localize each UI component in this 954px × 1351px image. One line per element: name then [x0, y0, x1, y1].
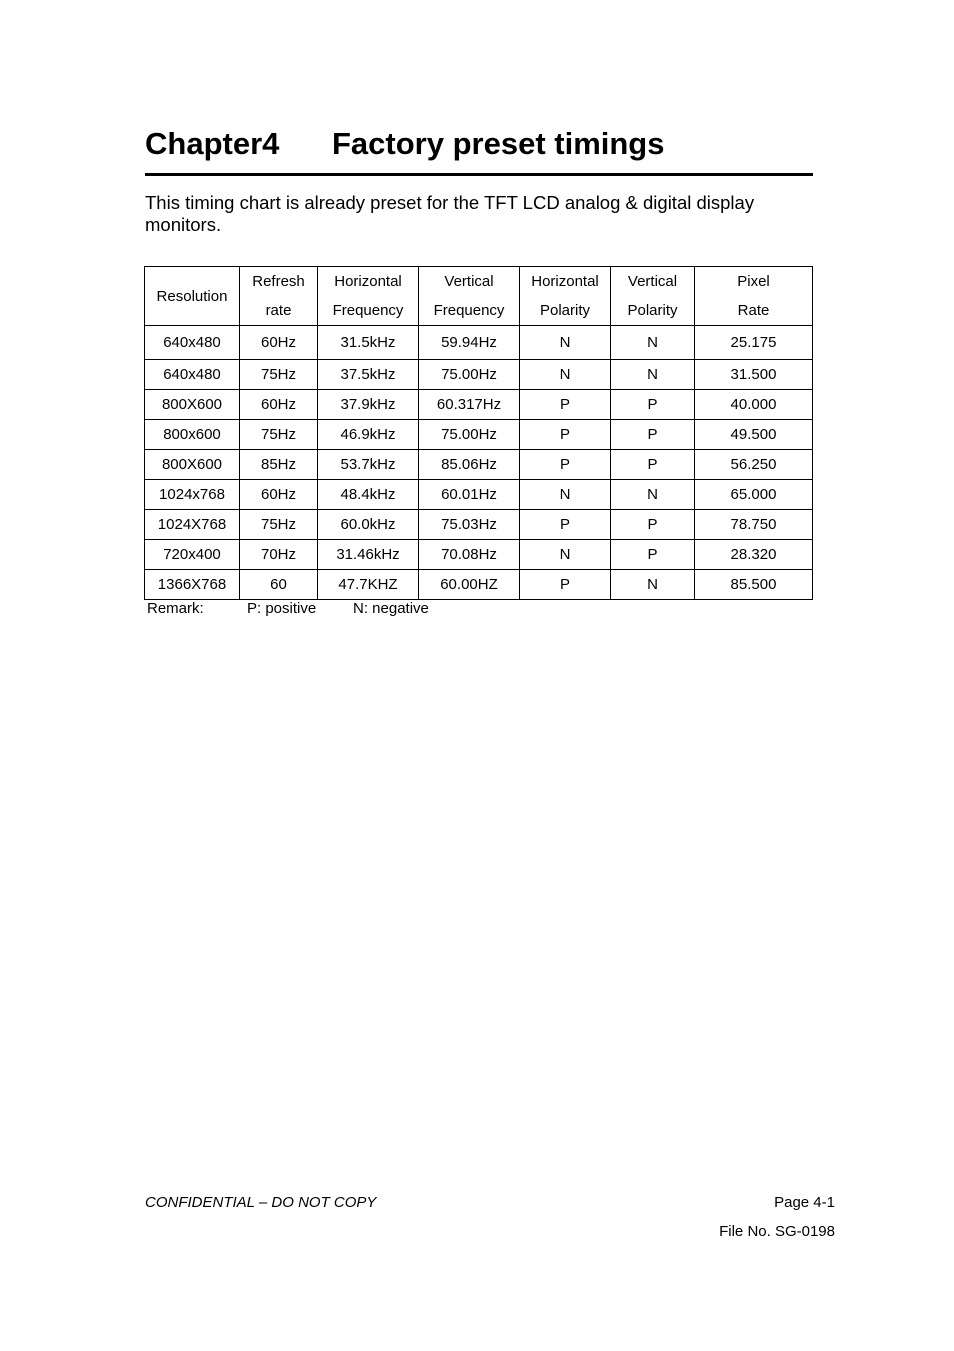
intro-paragraph: This timing chart is already preset for the TFT LCD analog & digital display monitors. [145, 192, 755, 235]
table-row [145, 480, 813, 510]
chapter-title: Factory preset timings [332, 126, 665, 161]
cell-vertical-frequency: 75.03Hz [419, 510, 520, 540]
remark-negative: N: negative [353, 600, 429, 617]
header-horizontal-polarity: Horizontal Polarity [520, 267, 611, 326]
table-row [145, 540, 813, 570]
table-row [145, 450, 813, 480]
cell-vertical-frequency: 60.01Hz [419, 480, 520, 510]
cell-vertical-polarity: N [611, 360, 695, 390]
cell-refresh-rate: 60Hz [240, 390, 318, 420]
cell-vertical-frequency: 75.00Hz [419, 360, 520, 390]
cell-pixel-rate: 65.000 [695, 480, 813, 510]
cell-resolution: 1024X768 [145, 510, 240, 540]
cell-pixel-rate: 85.500 [695, 570, 813, 600]
cell-pixel-rate: 78.750 [695, 510, 813, 540]
cell-horizontal-frequency: 53.7kHz [318, 450, 419, 480]
cell-resolution: 1366X768 [145, 570, 240, 600]
cell-vertical-polarity: N [611, 570, 695, 600]
cell-vertical-polarity: P [611, 540, 695, 570]
cell-horizontal-frequency: 46.9kHz [318, 420, 419, 450]
cell-pixel-rate: 49.500 [695, 420, 813, 450]
table-row [145, 570, 813, 600]
cell-vertical-polarity: P [611, 390, 695, 420]
cell-vertical-polarity: P [611, 420, 695, 450]
cell-refresh-rate: 60 [240, 570, 318, 600]
cell-vertical-frequency: 59.94Hz [419, 326, 520, 360]
cell-horizontal-polarity: P [520, 390, 611, 420]
timing-table [144, 266, 813, 600]
header-refresh-rate: Refresh rate [240, 267, 318, 326]
remark-label: Remark: [147, 600, 204, 617]
header-horizontal-frequency: Horizontal Frequency [318, 267, 419, 326]
cell-horizontal-frequency: 31.46kHz [318, 540, 419, 570]
cell-horizontal-polarity: P [520, 510, 611, 540]
cell-resolution: 800x600 [145, 420, 240, 450]
cell-vertical-frequency: 70.08Hz [419, 540, 520, 570]
footer-page-number: Page 4-1 [774, 1194, 835, 1211]
cell-vertical-polarity: P [611, 510, 695, 540]
cell-resolution: 720x400 [145, 540, 240, 570]
cell-refresh-rate: 70Hz [240, 540, 318, 570]
cell-pixel-rate: 40.000 [695, 390, 813, 420]
cell-horizontal-polarity: P [520, 450, 611, 480]
table-row [145, 326, 813, 360]
cell-resolution: 800X600 [145, 450, 240, 480]
cell-refresh-rate: 60Hz [240, 326, 318, 360]
chapter-number: Chapter4 [145, 126, 280, 161]
cell-refresh-rate: 85Hz [240, 450, 318, 480]
header-resolution: Resolution [145, 267, 240, 326]
remark-positive: P: positive [247, 600, 317, 617]
cell-refresh-rate: 75Hz [240, 360, 318, 390]
cell-vertical-frequency: 60.00HZ [419, 570, 520, 600]
table-row [145, 510, 813, 540]
header-pixel-rate: Pixel Rate [695, 267, 813, 326]
cell-pixel-rate: 28.320 [695, 540, 813, 570]
cell-pixel-rate: 31.500 [695, 360, 813, 390]
cell-vertical-polarity: N [611, 480, 695, 510]
cell-horizontal-frequency: 48.4kHz [318, 480, 419, 510]
cell-horizontal-polarity: N [520, 540, 611, 570]
cell-pixel-rate: 56.250 [695, 450, 813, 480]
cell-refresh-rate: 75Hz [240, 420, 318, 450]
cell-vertical-polarity: P [611, 450, 695, 480]
footer-file-number: File No. SG-0198 [719, 1223, 835, 1240]
table-row [145, 360, 813, 390]
cell-horizontal-frequency: 37.5kHz [318, 360, 419, 390]
footer-confidential: CONFIDENTIAL – DO NOT COPY [145, 1194, 377, 1211]
cell-resolution: 640x480 [145, 326, 240, 360]
cell-horizontal-frequency: 60.0kHz [318, 510, 419, 540]
cell-horizontal-polarity: N [520, 360, 611, 390]
cell-refresh-rate: 60Hz [240, 480, 318, 510]
cell-refresh-rate: 75Hz [240, 510, 318, 540]
cell-vertical-frequency: 85.06Hz [419, 450, 520, 480]
cell-horizontal-polarity: P [520, 570, 611, 600]
header-vertical-frequency: Vertical Frequency [419, 267, 520, 326]
cell-vertical-polarity: N [611, 326, 695, 360]
cell-vertical-frequency: 75.00Hz [419, 420, 520, 450]
cell-resolution: 1024x768 [145, 480, 240, 510]
cell-horizontal-polarity: P [520, 420, 611, 450]
cell-horizontal-polarity: N [520, 480, 611, 510]
table-row [145, 420, 813, 450]
cell-horizontal-polarity: N [520, 326, 611, 360]
cell-pixel-rate: 25.175 [695, 326, 813, 360]
cell-horizontal-frequency: 31.5kHz [318, 326, 419, 360]
table-header-row [145, 267, 813, 326]
table-row [145, 390, 813, 420]
cell-resolution: 800X600 [145, 390, 240, 420]
cell-resolution: 640x480 [145, 360, 240, 390]
cell-horizontal-frequency: 37.9kHz [318, 390, 419, 420]
header-vertical-polarity: Vertical Polarity [611, 267, 695, 326]
cell-horizontal-frequency: 47.7KHZ [318, 570, 419, 600]
chapter-heading [145, 124, 813, 176]
cell-vertical-frequency: 60.317Hz [419, 390, 520, 420]
